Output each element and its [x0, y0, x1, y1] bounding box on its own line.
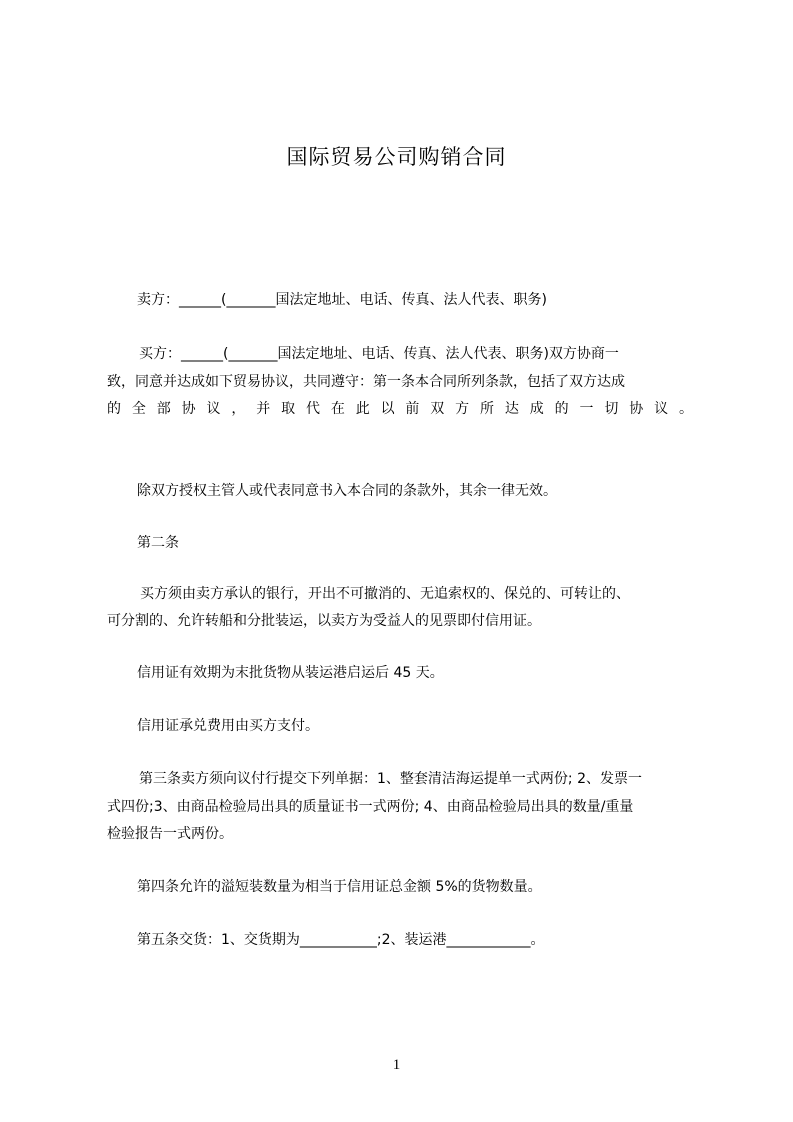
buyer-clause-line-2: 致，同意并达成如下贸易协议，共同遵守：第一条本合同所列条款，包括了双方达成	[107, 374, 625, 390]
article-3-line-3: 检验报告一式两份。	[107, 826, 233, 842]
article-3-line-2: 式四份;3、由商品检验局出具的质量证书一式两份; 4、由商品检验局出具的数量/重量	[107, 799, 634, 815]
buyer-clause-line-1: 买方：______(_______国法定地址、电话、传真、法人代表、职务)双方协商一	[139, 346, 619, 362]
page-number: 1	[392, 1057, 401, 1073]
article-4-clause: 第四条允许的溢短装数量为相当于信用证总金额 5%的货物数量。	[137, 879, 542, 895]
credit-fees-clause: 信用证承兑费用由买方支付。	[137, 718, 319, 734]
exclusion-clause: 除双方授权主管人或代表同意书入本合同的条款外，其余一律无效。	[137, 483, 557, 499]
seller-clause: 卖方：______(_______国法定地址、电话、传真、法人代表、职务)	[137, 292, 547, 308]
article-2-heading: 第二条	[137, 535, 179, 551]
article-2-line-1: 买方须由卖方承认的银行，开出不可撤消的、无追索权的、保兑的、可转让的、	[140, 586, 630, 602]
credit-validity-clause: 信用证有效期为末批货物从装运港启运后 45 天。	[137, 665, 444, 681]
buyer-clause-line-3: 的全部协议，并取代在此以前双方所达成的一切协议。	[107, 401, 693, 417]
document-title: 国际贸易公司购销合同	[286, 145, 507, 169]
article-2-line-2: 可分割的、允许转船和分批装运，以卖方为受益人的见票即付信用证。	[107, 613, 541, 629]
article-5-clause: 第五条交货：1、交货期为___________;2、装运港____________。	[137, 932, 545, 948]
article-3-line-1: 第三条卖方须向议付行提交下列单据：1、整套清洁海运提单一式两份; 2、发票一	[139, 771, 642, 787]
